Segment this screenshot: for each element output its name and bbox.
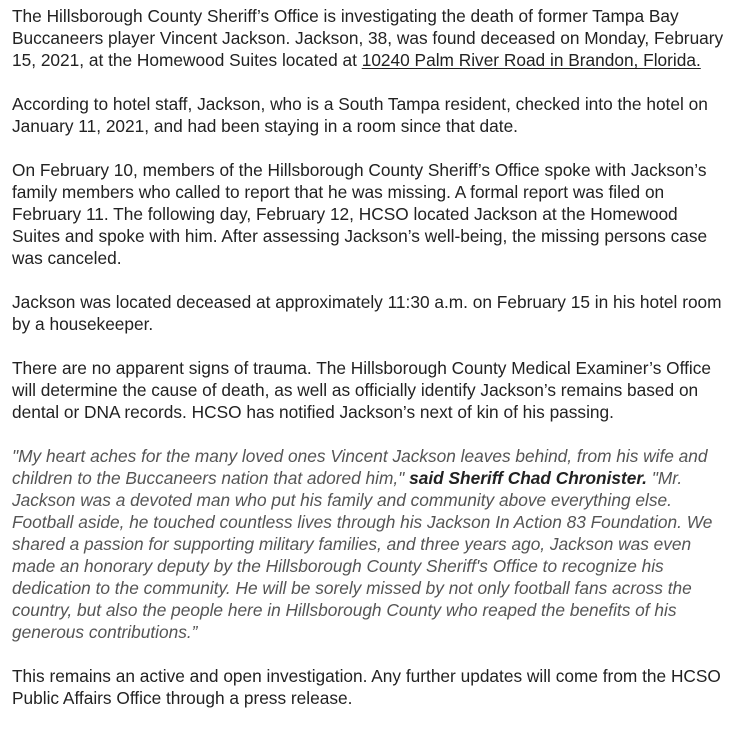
address-link[interactable]: 10240 Palm River Road in Brandon, Florida.: [361, 50, 701, 70]
intro-text: The Hillsborough County Sheriff’s Office is investigating the death of former Tampa Bay Buccaneers player Vincent Jackson. Jackson, 38, was found deceased on Monday, February 15, 2021, at the Homewood Suites located at: [12, 6, 724, 70]
quote-part-1: "My heart aches for the many loved ones Vincent Jackson leaves behind, from his wife and children to the Buccaneers nation that adored him,": [12, 446, 708, 488]
quote-speaker: said Sheriff Chad Chronister: [409, 468, 643, 488]
paragraph-sheriff-quote: [12, 445, 725, 643]
paragraph-medical-examiner: There are no apparent signs of trauma. The Hillsborough County Medical Examiner’s Office will determine the cause of death, as well as officially identify Jackson’s remains based on dental or DNA records. HCSO has notified Jackson’s next of kin of his passing.: [12, 358, 711, 422]
paragraph-hotel-stay: According to hotel staff, Jackson, who is a South Tampa resident, checked into the hotel on January 11, 2021, and had been staying in a room since that date.: [12, 94, 708, 136]
quote-part-2: "Mr. Jackson was a devoted man who put his family and community above everything else. Football aside, he touched countless lives through his Jackson In Action 83 Foundation. We shared a passion for supporting military families, and three years ago, Jackson was even made an honorary deputy by the Hillsborough County Sheriff's Office to recognize his dedication to the community. He will be sorely missed by not only football fans across the country, but also the people here in Hillsborough County who reaped the benefits of his generous contributions.”: [12, 468, 713, 642]
quote-speaker-period: .: [642, 468, 647, 488]
paragraph-missing-report: On February 10, members of the Hillsborough County Sheriff’s Office spoke with Jackson’s family members who called to report that he was missing. A formal report was filed on February 11. The following day, February 12, HCSO located Jackson at the Homewood Suites and spoke with him. After assessing Jackson’s well-being, the missing persons case was canceled.: [12, 160, 708, 268]
paragraph-intro: [12, 5, 725, 71]
paragraph-closing: This remains an active and open investigation. Any further updates will come from the HCSO Public Affairs Office through a press release.: [12, 666, 721, 708]
paragraph-discovery: Jackson was located deceased at approximately 11:30 a.m. on February 15 in his hotel room by a housekeeper.: [12, 292, 722, 334]
